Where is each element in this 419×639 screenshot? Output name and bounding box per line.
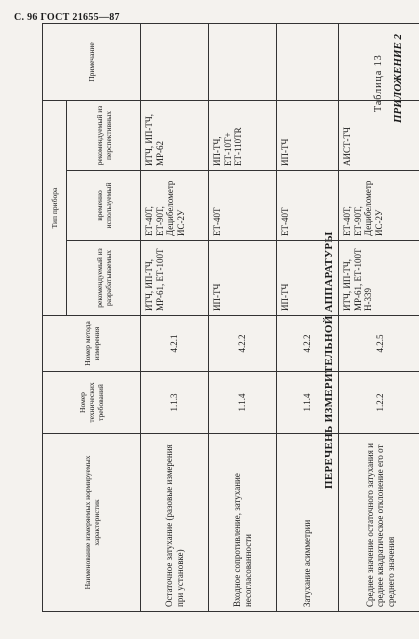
- row-req-no: 1.1.3: [141, 372, 209, 434]
- header-note: Примечание: [43, 24, 141, 101]
- row-req-no: 1.2.2: [339, 372, 419, 434]
- table-row: [339, 24, 419, 612]
- row-recommended-developed: ИТЧ, ИП-ТЧ, МР-61, ЕТ-100Т Н-339: [339, 241, 419, 316]
- equipment-table: [42, 23, 419, 612]
- table-label: Таблица 13: [373, 54, 384, 112]
- row-note: [277, 24, 339, 101]
- row-note: [209, 24, 277, 101]
- header-method-no: Номер метода измерения: [43, 316, 141, 372]
- table-row: [209, 24, 277, 612]
- row-method-no: 4.2.2: [209, 316, 277, 372]
- row-req-no: 1.1.4: [277, 372, 339, 434]
- row-name: Остаточное затухание (разовые измерения при установке): [141, 434, 209, 612]
- row-recommended-catalog: ИТЧ, ИП-ТЧ, МР-62: [141, 101, 209, 171]
- header-recommended-developed: рекомендуемый из разрабатываемых: [67, 241, 141, 316]
- row-name: Среднее значение остаточного затухания и среднее квадратическое отклонение его от среднего значения: [339, 434, 419, 612]
- page-header: С. 96 ГОСТ 21655—87: [14, 12, 120, 23]
- table-row: [141, 24, 209, 612]
- row-temporary: ЕТ-40Т: [277, 171, 339, 241]
- document-title: ПЕРЕЧЕНЬ ИЗМЕРИТЕЛЬНОЙ АППАРАТУРЫ: [323, 231, 335, 489]
- row-name: Затухание асимметрии: [277, 434, 339, 612]
- header-recommended-catalog: рекомендуемый из перспективных: [67, 101, 141, 171]
- header-device-type: Тип прибора: [43, 101, 67, 316]
- appendix-title: ПРИЛОЖЕНИЕ 2: [392, 33, 404, 123]
- row-recommended-developed: ИТЧ, ИП-ТЧ, МР-61, ЕТ-100Т: [141, 241, 209, 316]
- table-row: [277, 24, 339, 612]
- row-note: [339, 24, 419, 101]
- row-method-no: 4.2.2: [277, 316, 339, 372]
- row-req-no: 1.1.4: [209, 372, 277, 434]
- row-recommended-catalog: ИП-ТЧ, ЕТ-10Т+ ЕТ-110ТR: [209, 101, 277, 171]
- row-method-no: 4.2.1: [141, 316, 209, 372]
- row-note: [141, 24, 209, 101]
- row-temporary: ЕТ-40Т: [209, 171, 277, 241]
- row-temporary: ЕТ-40Т, ЕТ-90Т, Децибелометр ИС-2У: [141, 171, 209, 241]
- row-recommended-developed: ИП-ТЧ: [277, 241, 339, 316]
- header-req-no: Номер технических требований: [43, 372, 141, 434]
- row-method-no: 4.2.5: [339, 316, 419, 372]
- row-recommended-developed: ИП-ТЧ: [209, 241, 277, 316]
- row-recommended-catalog: ИП-ТЧ: [277, 101, 339, 171]
- row-temporary: ЕТ-40Т, ЕТ-90Т, Децибелометр ИС-2У: [339, 171, 419, 241]
- row-recommended-catalog: АИСТ-ТЧ: [339, 101, 419, 171]
- row-name: Входное сопротивление, затухание несогласованности: [209, 434, 277, 612]
- header-name: Наименование измеряемых нормируемых характеристик: [43, 434, 141, 612]
- header-temporary: временно используемый: [67, 171, 141, 241]
